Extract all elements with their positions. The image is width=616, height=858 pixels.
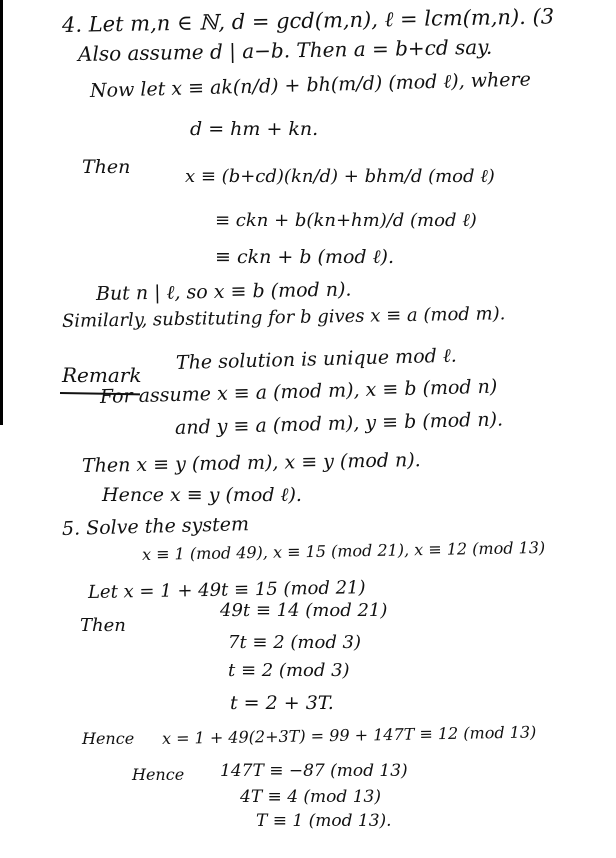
left-margin-line — [0, 0, 3, 425]
then-x-equals-y-line: Then x ≡ y (mod m), x ≡ y (mod n). — [81, 449, 421, 477]
divisibility-conclusion: But n | ℓ, so x ≡ b (mod n). — [95, 278, 352, 305]
bezout-identity: d = hm + kn. — [190, 118, 319, 140]
hence-label-2: Hence — [132, 765, 185, 784]
hence-mod-l-line: Hence x ≡ y (mod ℓ). — [102, 484, 302, 506]
system-of-congruences: x ≡ 1 (mod 49), x ≡ 15 (mod 21), x ≡ 12 (mod 13) — [141, 537, 546, 564]
step-49t: 49t ≡ 14 (mod 21) — [220, 600, 388, 621]
then-label: Then — [82, 156, 131, 178]
problem-4-statement: 4. Let m,n ∈ ℕ, d = gcd(m,n), ℓ = lcm(m,n). (3 — [61, 4, 555, 37]
similarly-line: Similarly, substituting for b gives x ≡ a (mod m). — [61, 303, 506, 332]
uniqueness-claim: The solution is unique mod ℓ. — [175, 344, 458, 374]
congruence-step-2: ≡ ckn + b(kn+hm)/d (mod ℓ) — [215, 210, 477, 231]
step-T-final: T ≡ 1 (mod 13). — [256, 811, 392, 831]
step-147T: 147T ≡ −87 (mod 13) — [220, 761, 408, 781]
hence-label-1: Hence — [82, 729, 135, 748]
assumption-line: Also assume d | a−b. Then a = b+cd say. — [77, 34, 493, 66]
remark-heading: Remark — [62, 363, 142, 387]
step-4T: 4T ≡ 4 (mod 13) — [240, 787, 381, 807]
problem-5-heading: 5. Solve the system — [61, 513, 250, 540]
step-7t: 7t ≡ 2 (mod 3) — [228, 632, 362, 653]
congruence-step-3: ≡ ckn + b (mod ℓ). — [215, 246, 394, 268]
then-label-2: Then — [80, 615, 126, 636]
step-t-mod-3: t ≡ 2 (mod 3) — [228, 660, 350, 681]
substituted-x: x = 1 + 49(2+3T) = 99 + 147T ≡ 12 (mod 13) — [161, 722, 537, 748]
step-t-equals: t = 2 + 3T. — [230, 692, 334, 714]
definition-of-x: Now let x ≡ ak(n/d) + bh(m/d) (mod ℓ), where — [89, 68, 532, 102]
assume-y-line: and y ≡ a (mod m), y ≡ b (mod n). — [174, 408, 504, 439]
assume-x-line: For assume x ≡ a (mod m), x ≡ b (mod n) — [99, 375, 498, 408]
substitution-line: Let x = 1 + 49t ≡ 15 (mod 21) — [87, 577, 366, 603]
congruence-step-1: x ≡ (b+cd)(kn/d) + bhm/d (mod ℓ) — [185, 166, 495, 187]
